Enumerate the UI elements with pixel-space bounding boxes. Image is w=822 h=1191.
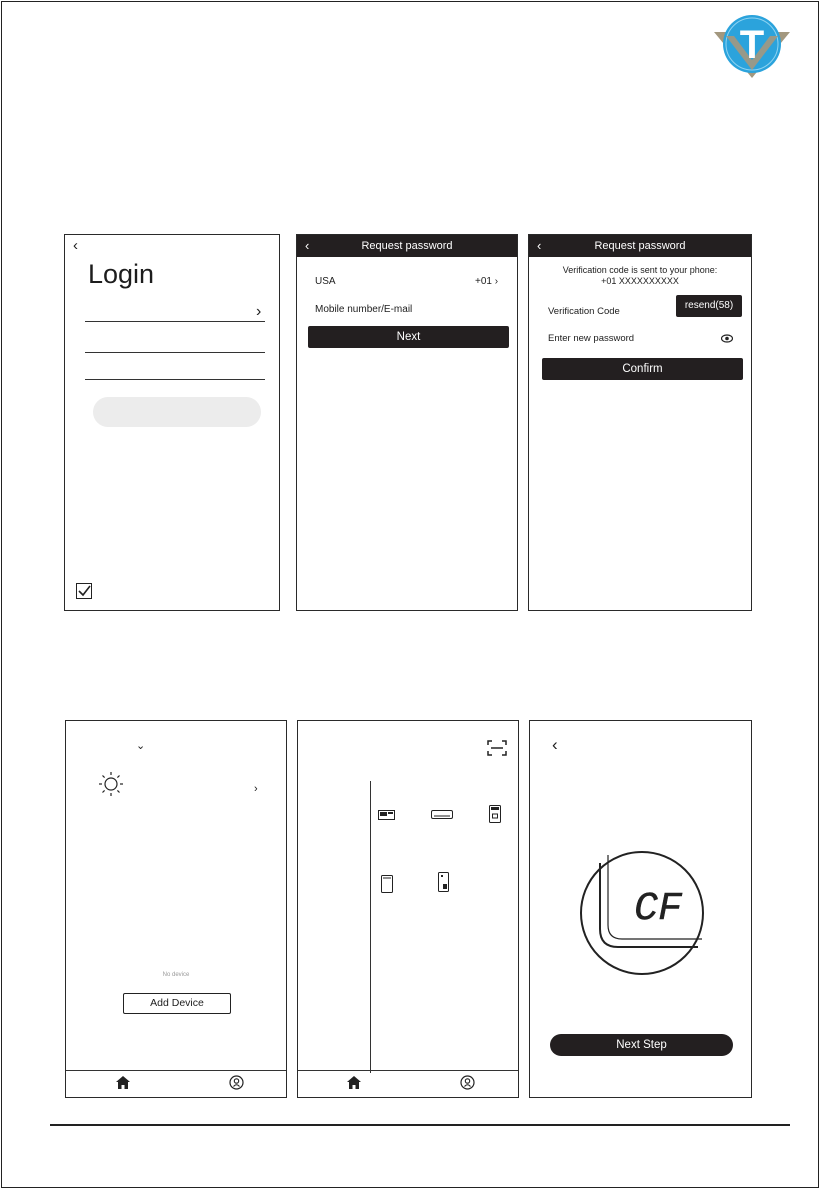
tab-bar [298,1070,518,1097]
next-button[interactable]: Next [308,326,509,348]
request-password-screen [296,234,518,611]
chevron-left-icon[interactable]: ‹ [552,735,558,754]
chevron-right-icon[interactable]: › [256,303,262,320]
portable-ac-icon[interactable] [489,805,501,823]
info-line-1: Verification code is sent to your phone: [562,265,718,275]
floor-ac-icon[interactable] [438,872,449,892]
eye-icon[interactable] [721,334,733,343]
confirm-button[interactable]: Confirm [542,358,743,380]
dehumidifier-icon[interactable] [381,875,393,893]
login-screen [64,234,280,611]
add-device-button[interactable]: Add Device [123,993,231,1014]
chevron-right-icon[interactable]: › [254,783,258,795]
new-password-field[interactable]: Enter new password [548,333,635,344]
screen-title: Request password [594,240,686,252]
info-line-2: +01 XXXXXXXXXX [601,276,679,286]
password-field[interactable] [85,352,265,353]
mobile-email-field[interactable]: Mobile number/E-mail [315,304,413,315]
chevron-left-icon[interactable]: ‹ [305,238,310,253]
checkmark-icon [77,584,91,598]
home-icon[interactable] [116,1076,130,1089]
profile-icon[interactable] [229,1075,244,1090]
chevron-right-icon: › [494,276,499,287]
window-ac-icon[interactable] [378,810,395,820]
display-code: CF [633,887,683,932]
verification-code-field[interactable]: Verification Code [548,306,620,317]
brand-logo [712,14,792,78]
svg-text:T: T [739,23,765,67]
category-divider [370,781,371,1073]
resend-button[interactable]: resend(58) [676,295,742,317]
display-illustration [580,851,704,975]
next-step-button[interactable]: Next Step [550,1034,733,1056]
title-bar [297,235,517,257]
footer-divider [50,1124,790,1126]
screen-title: Request password [361,240,453,252]
verification-screen [528,234,752,611]
scan-icon[interactable] [487,740,507,756]
country-code[interactable]: +01 › [475,276,499,287]
home-icon[interactable] [347,1076,361,1089]
no-device-label: No device [162,972,190,978]
extra-field[interactable] [85,379,265,380]
home-screen [65,720,287,1098]
profile-icon[interactable] [460,1075,475,1090]
sun-icon [98,771,124,797]
country-name[interactable]: USA [315,276,336,287]
chevron-left-icon[interactable]: ‹ [537,238,542,253]
login-title: Login [88,259,155,289]
chevron-down-icon[interactable]: ⌄ [136,740,146,752]
add-device-screen [297,720,519,1098]
agreement-checkbox[interactable] [76,583,92,599]
login-button[interactable] [93,397,261,427]
split-ac-icon[interactable] [431,810,453,820]
chevron-left-icon[interactable]: ‹ [73,237,78,254]
username-field[interactable] [85,321,265,322]
title-bar [529,235,751,257]
setup-step-screen [529,720,752,1098]
tab-bar [66,1070,286,1097]
